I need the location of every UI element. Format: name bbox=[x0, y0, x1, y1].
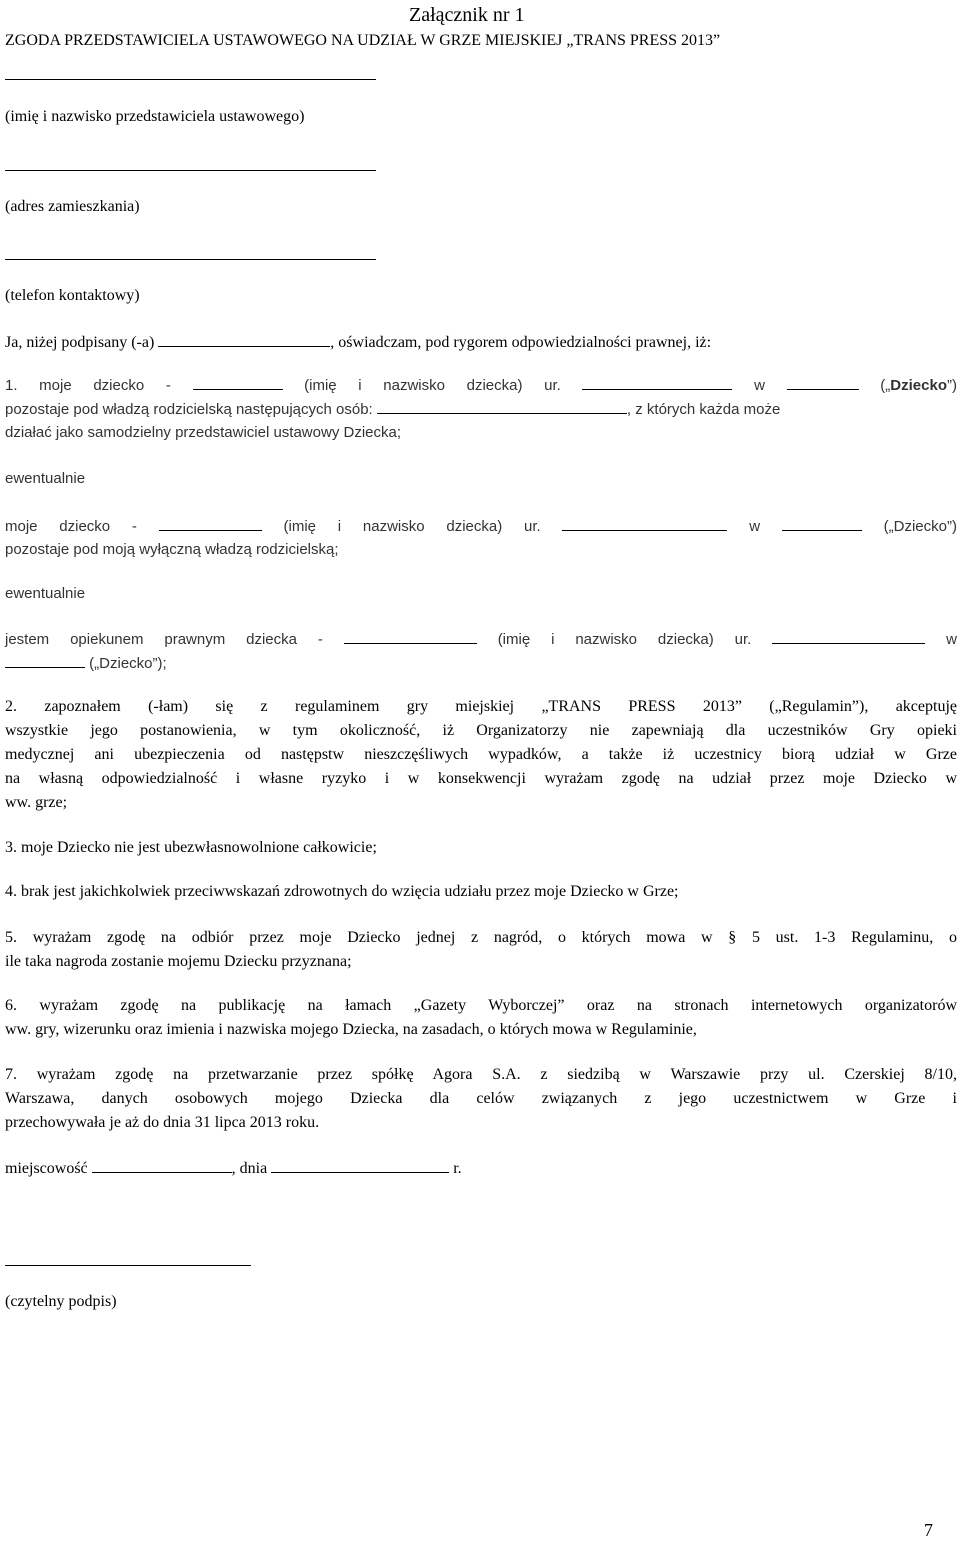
signature-caption: (czytelny podpis) bbox=[5, 1293, 117, 1310]
alternative-label-1: ewentualnie bbox=[5, 470, 86, 487]
declaration-start: Ja, niżej podpisany (-a) bbox=[5, 334, 155, 351]
point-2-line-4: na własną odpowiedzialność i własne ryzyko i w konsekwencji wyrażam zgodę na udział przez moje Dziecko w bbox=[5, 770, 957, 787]
child-birthplace-field[interactable] bbox=[787, 374, 859, 390]
point-1c-line-2 bbox=[5, 652, 167, 675]
point-1c-line-1 bbox=[5, 628, 957, 651]
attachment-label: Załącznik nr 1 bbox=[409, 4, 525, 26]
point-6-line-2: ww. gry, wizerunku oraz imienia i nazwiska mojego Dziecka, na zasadach, o których mowa w Regulaminie, bbox=[5, 1021, 697, 1038]
place-date-line bbox=[5, 1157, 462, 1180]
point-1-child-label: moje dziecko - bbox=[39, 377, 171, 394]
alternative-label-2: ewentualnie bbox=[5, 585, 86, 602]
address-caption: (adres zamieszkania) bbox=[5, 198, 140, 215]
point-1c-defined-term: („Dziecko”); bbox=[89, 655, 167, 672]
point-1b-child-label: moje dziecko - bbox=[5, 518, 137, 535]
signatory-name-field[interactable] bbox=[158, 331, 330, 347]
point-1-place-label: w bbox=[754, 377, 765, 394]
point-1b-birth-label: (imię i nazwisko dziecka) ur. bbox=[283, 518, 541, 535]
point-5-line-1: 5. wyrażam zgodę na odbiór przez moje Dziecko jednej z nagród, o których mowa w § 5 ust. 1-3 Regulaminu, o bbox=[5, 929, 957, 946]
point-1-quote-open: („ bbox=[880, 377, 891, 394]
point-1b-place-label: w bbox=[749, 518, 761, 535]
point-1-birth-label: (imię i nazwisko dziecka) ur. bbox=[304, 377, 561, 394]
child-name-field[interactable] bbox=[193, 374, 283, 390]
point-5-line-2: ile taka nagroda zostanie mojemu Dziecku przyznana; bbox=[5, 953, 352, 970]
declaration-line bbox=[5, 331, 711, 354]
representative-name-caption: (imię i nazwisko przedstawiciela ustawowego) bbox=[5, 108, 305, 125]
point-2-line-2: wszystkie jego postanowienia, w tym okoliczność, iż Organizatorzy nie zapewniają dla uczestników Gry opieki bbox=[5, 722, 957, 739]
point-1-quote-close: ”) bbox=[947, 377, 957, 394]
phone-caption: (telefon kontaktowy) bbox=[5, 287, 140, 304]
point-1-line-2 bbox=[5, 398, 780, 421]
point-1-guardians-end: , z których każda może bbox=[626, 401, 781, 418]
point-7-line-2: Warszawa, danych osobowych mojego Dziecka dla celów związanych z jego uczestnictwem w Grze i bbox=[5, 1090, 957, 1107]
point-1c-birth-label: (imię i nazwisko dziecka) ur. bbox=[497, 631, 752, 648]
point-7-line-1: 7. wyrażam zgodę na przetwarzanie przez spółkę Agora S.A. z siedzibą w Warszawie przy ul. Czerskiej 8/10, bbox=[5, 1066, 957, 1083]
signature-line[interactable] bbox=[5, 1265, 251, 1266]
place-field[interactable] bbox=[92, 1157, 232, 1173]
point-2-line-3: medycznej ani ubezpieczenia od następstw nieszczęśliwych wypadków, a także iż uczestnicy biorą udział w Grze bbox=[5, 746, 957, 763]
child-birthdate-field-b[interactable] bbox=[562, 515, 727, 531]
child-name-field-c[interactable] bbox=[344, 628, 477, 644]
point-1-guardians-label: pozostaje pod władzą rodzicielską następujących osób: bbox=[5, 401, 373, 418]
point-2-line-1: 2. zapoznałem (-łam) się z regulaminem gry miejskiej „TRANS PRESS 2013” („Regulamin”), akceptuję bbox=[5, 698, 957, 715]
point-1-number: 1. bbox=[5, 377, 18, 394]
representative-name-line[interactable] bbox=[5, 79, 376, 80]
point-1b-line-2: pozostaje pod moją wyłączną władzą rodzicielską; bbox=[5, 541, 339, 558]
place-label: miejscowość bbox=[5, 1160, 88, 1177]
point-1b-line-1 bbox=[5, 515, 957, 538]
child-birthplace-field-c[interactable] bbox=[5, 652, 85, 668]
document-title: ZGODA PRZEDSTAWICIELA USTAWOWEGO NA UDZIAŁ W GRZE MIEJSKIEJ „TRANS PRESS 2013” bbox=[5, 32, 721, 49]
child-birthplace-field-b[interactable] bbox=[782, 515, 862, 531]
point-1c-guardian-label: jestem opiekunem prawnym dziecka - bbox=[5, 631, 323, 648]
date-field[interactable] bbox=[271, 1157, 449, 1173]
point-1c-place-label: w bbox=[946, 631, 957, 648]
date-label: , dnia bbox=[231, 1160, 268, 1177]
point-1-defined-term: Dziecko bbox=[890, 377, 947, 394]
point-4: 4. brak jest jakichkolwiek przeciwwskazań zdrowotnych do wzięcia udziału przez moje Dziecko w Grze; bbox=[5, 883, 679, 900]
guardians-field[interactable] bbox=[377, 398, 627, 414]
point-6-line-1: 6. wyrażam zgodę na publikację na łamach „Gazety Wyborczej” oraz na stronach internetowych organizatorów bbox=[5, 997, 957, 1014]
year-suffix: r. bbox=[453, 1160, 462, 1177]
address-line[interactable] bbox=[5, 170, 376, 171]
point-1-line-3: działać jako samodzielny przedstawiciel ustawowy Dziecka; bbox=[5, 424, 401, 441]
child-name-field-b[interactable] bbox=[159, 515, 262, 531]
declaration-end: , oświadczam, pod rygorem odpowiedzialności prawnej, iż: bbox=[330, 334, 712, 351]
point-1-line-1 bbox=[5, 374, 957, 397]
point-2-line-5: ww. grze; bbox=[5, 794, 68, 811]
phone-line[interactable] bbox=[5, 259, 376, 260]
child-birthdate-field[interactable] bbox=[582, 374, 732, 390]
point-3: 3. moje Dziecko nie jest ubezwłasnowolnione całkowicie; bbox=[5, 839, 377, 856]
point-1b-defined-term: („Dziecko”) bbox=[883, 518, 957, 535]
child-birthdate-field-c[interactable] bbox=[772, 628, 925, 644]
point-7-line-3: przechowywała je aż do dnia 31 lipca 2013 roku. bbox=[5, 1114, 320, 1131]
page-number: 7 bbox=[924, 1520, 933, 1540]
